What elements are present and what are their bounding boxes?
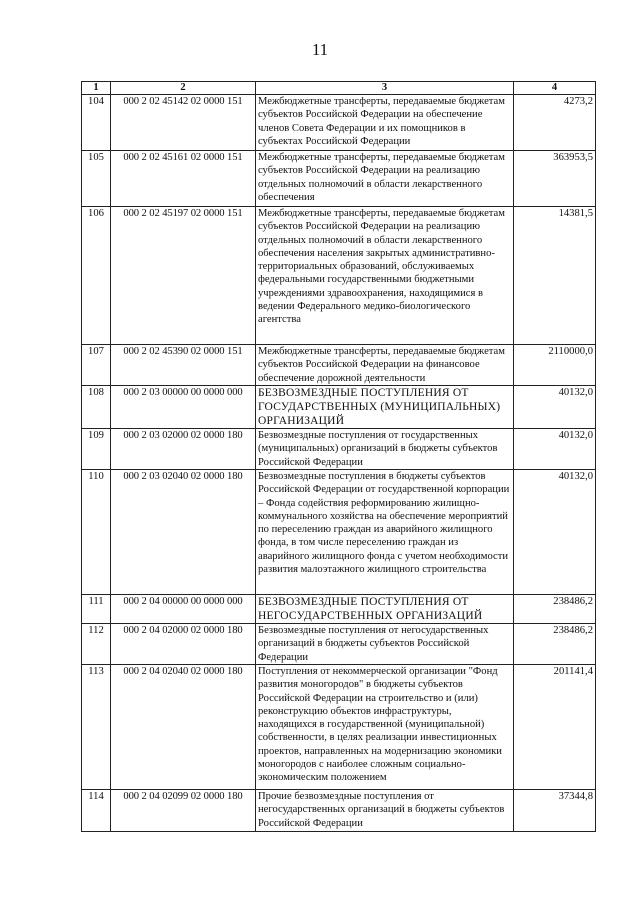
row-description: Поступления от некоммерческой организации "Фонд развития моногородов" в бюджеты субъектов Российской Федерации на строительство и (или) реконструкцию объектов инфраструктуры, находящихся в государственной (муниципальной) собственности, в целях реализации инвестиционных проектов, направленных на модернизацию экономики моногородов с наиболее сложным социально-экономическим положением (256, 665, 514, 790)
header-row (82, 82, 596, 95)
row-description: Безвозмездные поступления в бюджеты субъектов Российской Федерации от государственной корпорации – Фонда содействия реформированию жилищно-коммунального хозяйства на обеспечение мероприятий по переселению граждан из аварийного жилищного фонда, в том числе переселению граждан из аварийного жилищного фонда с учетом необходимости развития малоэтажного жилищного строительства (256, 470, 514, 595)
table-row (82, 429, 596, 470)
row-number: 108 (82, 386, 111, 429)
row-description: Межбюджетные трансферты, передаваемые бюджетам субъектов Российской Федерации на обеспечение членов Совета Федерации и их помощников в субъектах Российской Федерации (256, 95, 514, 151)
budget-code: 000 2 02 45390 02 0000 151 (111, 345, 256, 386)
row-amount: 2110000,0 (514, 345, 596, 386)
row-description: БЕЗВОЗМЕЗДНЫЕ ПОСТУПЛЕНИЯ ОТ ГОСУДАРСТВЕННЫХ (МУНИЦИПАЛЬНЫХ) ОРГАНИЗАЦИЙ (256, 386, 514, 429)
budget-code: 000 2 02 45161 02 0000 151 (111, 151, 256, 207)
row-number: 112 (82, 624, 111, 665)
row-number: 109 (82, 429, 111, 470)
budget-code: 000 2 02 45197 02 0000 151 (111, 207, 256, 345)
budget-code: 000 2 04 02040 02 0000 180 (111, 665, 256, 790)
row-description: Безвозмездные поступления от негосударственных организаций в бюджеты субъектов Российской Федерации (256, 624, 514, 665)
row-amount: 40132,0 (514, 429, 596, 470)
row-number: 106 (82, 207, 111, 345)
budget-code: 000 2 02 45142 02 0000 151 (111, 95, 256, 151)
row-description: Межбюджетные трансферты, передаваемые бюджетам субъектов Российской Федерации на реализацию отдельных полномочий в области лекарственного обеспечения населения закрытых административно-территориальных образований, обслуживаемых федеральными государственными бюджетными учреждениями здравоохранения, находящимися в ведении Федерального медико-биологического агентства (256, 207, 514, 345)
row-description: Прочие безвозмездные поступления от негосударственных организаций в бюджеты субъектов Российской Федерации (256, 790, 514, 832)
row-number: 104 (82, 95, 111, 151)
table-body (82, 95, 596, 832)
row-amount: 4273,2 (514, 95, 596, 151)
table-row (82, 470, 596, 595)
row-amount: 37344,8 (514, 790, 596, 832)
table-row (82, 386, 596, 429)
row-amount: 238486,2 (514, 624, 596, 665)
table-row (82, 345, 596, 386)
table-row (82, 151, 596, 207)
budget-code: 000 2 03 00000 00 0000 000 (111, 386, 256, 429)
row-amount: 238486,2 (514, 595, 596, 624)
row-number: 110 (82, 470, 111, 595)
row-number: 105 (82, 151, 111, 207)
budget-code: 000 2 03 02040 02 0000 180 (111, 470, 256, 595)
row-amount: 40132,0 (514, 386, 596, 429)
table-row (82, 665, 596, 790)
revenue-table (81, 81, 596, 832)
budget-code: 000 2 04 00000 00 0000 000 (111, 595, 256, 624)
row-number: 113 (82, 665, 111, 790)
table-row (82, 624, 596, 665)
table-row (82, 95, 596, 151)
row-description: Межбюджетные трансферты, передаваемые бюджетам субъектов Российской Федерации на реализацию отдельных полномочий в области лекарственного обеспечения (256, 151, 514, 207)
row-amount: 40132,0 (514, 470, 596, 595)
row-amount: 201141,4 (514, 665, 596, 790)
budget-code: 000 2 03 02000 02 0000 180 (111, 429, 256, 470)
row-description: Межбюджетные трансферты, передаваемые бюджетам субъектов Российской Федерации на финансовое обеспечение дорожной деятельности (256, 345, 514, 386)
table-row (82, 207, 596, 345)
budget-code: 000 2 04 02000 02 0000 180 (111, 624, 256, 665)
row-amount: 14381,5 (514, 207, 596, 345)
row-number: 107 (82, 345, 111, 386)
table-row (82, 790, 596, 832)
row-number: 114 (82, 790, 111, 832)
page-number: 11 (311, 40, 329, 59)
budget-code: 000 2 04 02099 02 0000 180 (111, 790, 256, 832)
header-col-2: 2 (111, 82, 256, 95)
header-col-1: 1 (82, 82, 111, 95)
header-col-4: 4 (514, 82, 596, 95)
row-description: Безвозмездные поступления от государственных (муниципальных) организаций в бюджеты субъектов Российской Федерации (256, 429, 514, 470)
table-row (82, 595, 596, 624)
row-amount: 363953,5 (514, 151, 596, 207)
row-description: БЕЗВОЗМЕЗДНЫЕ ПОСТУПЛЕНИЯ ОТ НЕГОСУДАРСТВЕННЫХ ОРГАНИЗАЦИЙ (256, 595, 514, 624)
table-header (82, 82, 596, 95)
header-col-3: 3 (256, 82, 514, 95)
row-number: 111 (82, 595, 111, 624)
